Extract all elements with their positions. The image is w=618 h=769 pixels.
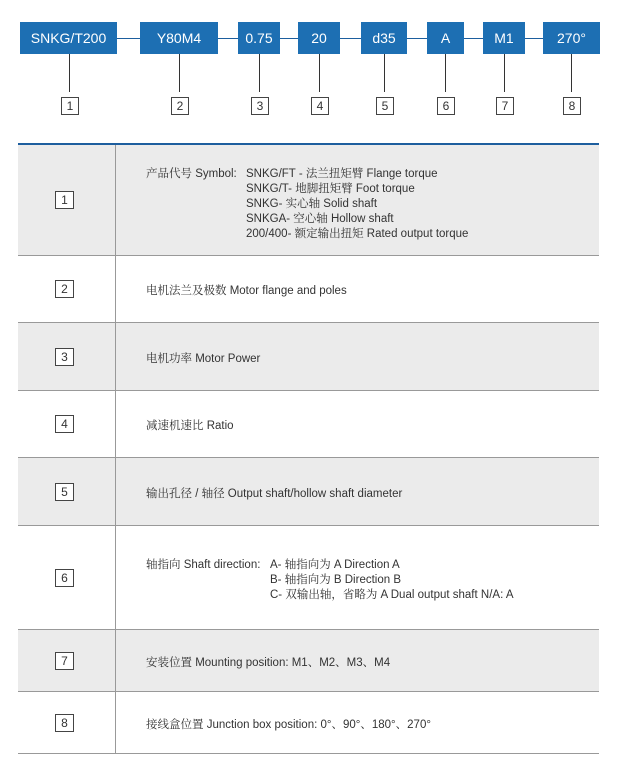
row-text: 电机功率 Motor Power (146, 352, 261, 365)
row-number-cell (18, 526, 116, 629)
index-box-7: 7 (496, 97, 514, 115)
code-box-2: Y80M4 (140, 22, 218, 54)
index-box-2: 2 (171, 97, 189, 115)
row-number-cell (18, 692, 116, 753)
row-number-box: 3 (55, 348, 74, 366)
row-number-cell (18, 630, 116, 691)
row-line: B- 轴指向为 B Direction B (270, 574, 401, 586)
leader-line-8 (571, 54, 572, 92)
row-description (146, 323, 589, 390)
model-code-diagram (0, 0, 618, 130)
row-line: SNKG- 实心轴 Solid shaft (246, 198, 378, 210)
row-number-cell (18, 256, 116, 322)
leader-line-3 (259, 54, 260, 92)
table-row (18, 391, 599, 458)
index-box-1: 1 (61, 97, 79, 115)
row-text: 接线盒位置 Junction box position: 0°、90°、180°、270° (146, 718, 431, 731)
row-line: 200/400- 额定输出扭矩 Rated output torque (246, 228, 469, 240)
code-box-3: 0.75 (238, 22, 280, 54)
table-row (18, 323, 599, 391)
leader-line-4 (319, 54, 320, 92)
row-number-cell (18, 145, 116, 255)
table-row (18, 145, 599, 256)
code-box-4: 20 (298, 22, 340, 54)
row-number-box: 1 (55, 191, 74, 209)
row-description (146, 458, 589, 525)
code-box-5: d35 (361, 22, 407, 54)
row-description (146, 692, 589, 753)
leader-line-7 (504, 54, 505, 92)
row-number-box: 2 (55, 280, 74, 298)
table-row (18, 630, 599, 692)
row-line: SNKG/FT - 法兰扭矩臂 Flange torque (246, 168, 438, 180)
row-number-box: 8 (55, 714, 74, 732)
leader-line-5 (384, 54, 385, 92)
table-row (18, 692, 599, 754)
row-number-cell (18, 391, 116, 457)
index-box-3: 3 (251, 97, 269, 115)
row-number-box: 6 (55, 569, 74, 587)
table-row (18, 256, 599, 323)
leader-line-2 (179, 54, 180, 92)
row-text: 电机法兰及极数 Motor flange and poles (146, 285, 347, 297)
table-row (18, 526, 599, 630)
row-line: A- 轴指向为 A Direction A (270, 559, 400, 571)
code-box-6: A (427, 22, 464, 54)
row-line: C- 双输出轴，省略为 A Dual output shaft N/A: A (270, 589, 514, 601)
row-line: SNKG/T- 地脚扭矩臂 Foot torque (246, 183, 415, 195)
code-box-7: M1 (483, 22, 525, 54)
row-text: 输出孔径 / 轴径 Output shaft/hollow shaft diameter (146, 487, 403, 500)
index-box-4: 4 (311, 97, 329, 115)
row-description (146, 256, 589, 322)
leader-line-1 (69, 54, 70, 92)
index-box-5: 5 (376, 97, 394, 115)
code-box-1: SNKG/T200 (20, 22, 117, 54)
table-row (18, 458, 599, 526)
row-line: SNKGA- 空心轴 Hollow shaft (246, 213, 394, 225)
row-number-cell (18, 323, 116, 390)
row-number-box: 7 (55, 652, 74, 670)
row-description (146, 526, 589, 629)
row-number-box: 5 (55, 483, 74, 501)
row-label: 产品代号 Symbol: (146, 168, 237, 180)
row-number-cell (18, 458, 116, 525)
leader-line-6 (445, 54, 446, 92)
row-label: 轴指向 Shaft direction: (146, 559, 261, 571)
row-description (146, 630, 589, 691)
code-box-8: 270° (543, 22, 600, 54)
row-number-box: 4 (55, 415, 74, 433)
row-description (146, 145, 589, 255)
index-box-8: 8 (563, 97, 581, 115)
specification-table (18, 143, 599, 754)
row-description (146, 391, 589, 457)
row-text: 减速机速比 Ratio (146, 420, 234, 432)
index-box-6: 6 (437, 97, 455, 115)
row-text: 安装位置 Mounting position: M1、M2、M3、M4 (146, 656, 391, 669)
